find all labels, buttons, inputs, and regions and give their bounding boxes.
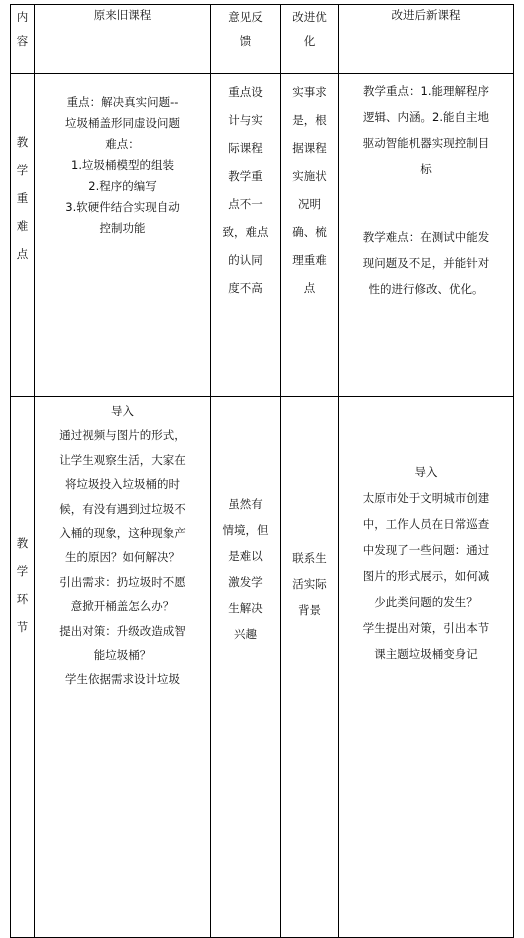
old-course-process-cell [35,397,211,938]
feedback-focus-line: 教学重 [228,169,263,183]
old-course-focus-line: 垃圾桶盖形同虚设问题 [65,116,180,130]
curriculum-comparison-table [10,4,514,938]
old-course-process-line: 意掀开桶盖怎么办？ [70,599,175,614]
header-new-course: 改进后新课程 [339,5,514,74]
feedback-process-line: 情境，但 [222,523,269,537]
feedback-focus-line: 际课程 [228,141,263,155]
new-course-key-point-line: 逻辑、内涵。2.能自主地 [363,110,489,124]
teaching-focus-row [11,74,514,397]
old-course-process-line: 提出对策：升级改造成智 [59,623,186,638]
teaching-process-row [11,397,514,938]
improvement-focus-line: 实事求 [292,85,327,99]
row-label-char: 重 [16,191,29,205]
header-improvement: 改进优化 [281,5,339,74]
improvement-focus-line: 点 [303,281,316,295]
old-course-process-line: 将垃圾投入垃圾桶的时 [65,477,180,492]
row-label-char: 难 [16,219,29,233]
improvement-focus-line: 确、梳 [292,225,327,239]
new-course-process-line: 太原市处于文明城市创建 [362,491,490,505]
new-course-key-point-line: 驱动智能机器实现控制目 [362,136,490,150]
new-course-key-point-line: 教学重点：1.能理解程序 [363,84,489,98]
old-course-process-line: 入桶的现象，这种现象产 [59,526,186,541]
feedback-focus-line: 点不一 [228,197,263,211]
feedback-process-line: 激发学 [228,575,263,589]
feedback-process-line: 兴趣 [234,627,257,641]
old-course-process-line: 引出需求：扔垃圾时不愿 [59,574,186,589]
old-course-focus-line: 1.垃圾桶模型的组装 [71,158,174,172]
improvement-focus-line: 理重难 [292,253,327,267]
row-label-char: 学 [16,564,29,578]
improvement-focus-line: 是，根 [292,113,327,127]
feedback-focus-line: 重点设 [228,85,263,99]
feedback-process-line: 是难以 [228,549,263,563]
feedback-focus-line: 度不高 [228,281,263,295]
feedback-focus-line: 计与实 [228,113,263,127]
old-course-process-line: 通过视频与图片的形式， [59,428,186,443]
new-course-process-line: 中，工作人员在日常巡查 [362,517,490,531]
new-course-focus-cell [339,74,514,397]
old-course-focus-line: 控制功能 [99,221,146,235]
new-course-process-line: 学生提出对策，引出本节 [362,621,490,635]
new-course-process-line: 导入 [414,465,438,479]
improvement-focus-line: 据课程 [292,141,327,155]
old-course-process-line: 能垃圾桶？ [93,648,152,663]
improvement-process-line: 联系生 [292,551,327,565]
new-course-difficulty-line: 现问题及不足，并能针对 [362,256,490,270]
new-course-process-line: 少此类问题的发生？ [374,595,478,609]
new-course-key-point-line: 标 [420,162,432,176]
row-label-char: 环 [16,592,29,606]
feedback-process-line: 虽然有 [228,497,263,511]
new-course-difficulty-line: 性的进行修改、优化。 [368,282,484,296]
old-course-process-line: 学生依据需求设计垃圾 [65,672,180,687]
new-course-process-line: 中发现了一些问题：通过 [362,543,490,557]
old-course-process-line: 候，有没有遇到过垃圾不 [59,501,186,516]
header-content-label: 内容 [16,10,29,48]
row-label-char: 教 [16,536,29,550]
row-label-teaching-focus [11,74,35,397]
feedback-focus-line: 的认同 [228,253,263,267]
new-course-process-line: 图片的形式展示，如何减 [362,569,490,583]
old-course-process-line: 让学生观察生活，大家在 [59,452,186,467]
row-label-char: 节 [16,620,29,634]
new-course-difficulty-line: 教学难点：在测试中能发 [362,230,490,244]
feedback-process-line: 生解决 [228,601,263,615]
feedback-focus-line: 致，难点 [222,225,269,239]
old-course-focus-line: 2.程序的编写 [88,179,157,193]
feedback-focus-cell [211,74,281,397]
row-label-teaching-process [11,397,35,938]
old-course-focus-cell [35,74,211,397]
row-label-char: 点 [16,247,29,261]
old-course-focus-line: 难点： [105,137,140,151]
feedback-process-cell [211,397,281,938]
old-course-process-line: 生的原因？如何解决？ [65,550,180,565]
improvement-focus-line: 况明 [298,197,321,211]
old-course-focus-line: 3.软硬件结合实现自动 [65,200,180,214]
header-row [11,5,514,74]
new-course-process-line: 课主题垃圾桶变身记 [374,647,478,661]
improvement-focus-cell [281,74,339,397]
header-feedback: 意见反馈 [211,5,281,74]
header-content [11,5,35,74]
header-old-course: 原来旧课程 [35,5,211,74]
improvement-process-cell [281,397,339,938]
row-label-char: 学 [16,163,29,177]
row-label-char: 教 [16,135,29,149]
improvement-focus-line: 实施状 [292,169,327,183]
improvement-process-line: 活实际 [292,577,327,591]
new-course-process-cell [339,397,514,938]
old-course-process-line: 导入 [111,404,134,418]
old-course-focus-line: 重点：解决真实问题-- [66,95,179,109]
improvement-process-line: 背景 [298,603,321,617]
